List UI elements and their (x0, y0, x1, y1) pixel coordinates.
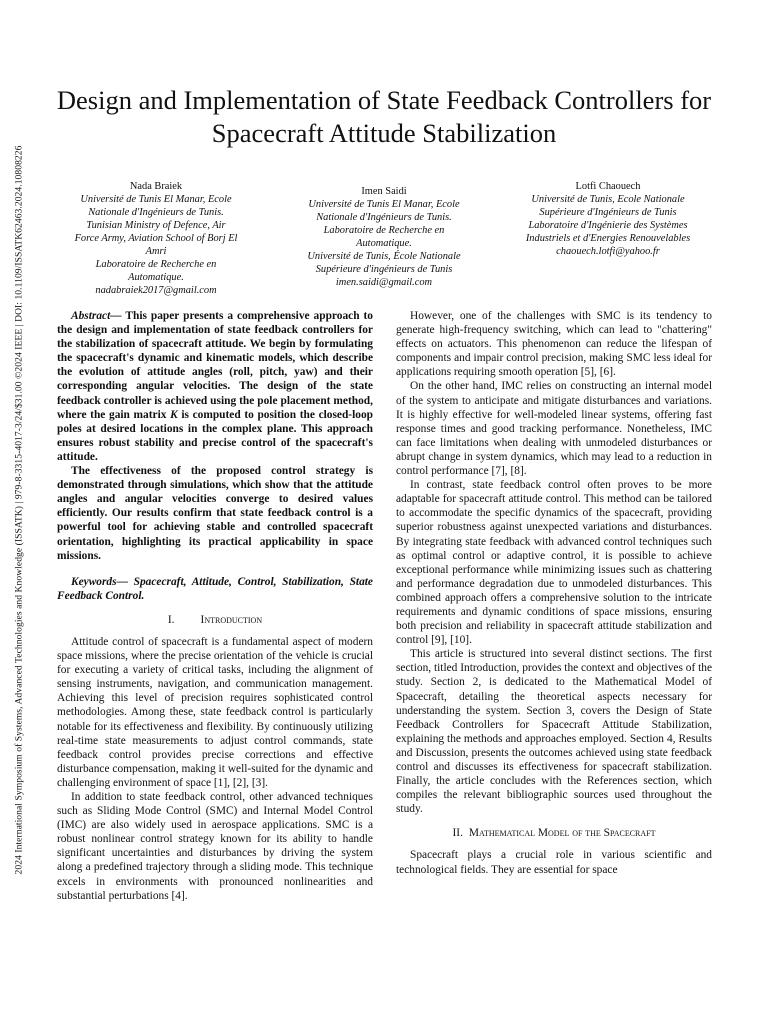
author-1 (52, 180, 260, 297)
author-name: Imen Saidi (361, 186, 407, 197)
abstract (57, 309, 373, 563)
section-heading-mathematical-model (396, 826, 712, 840)
abstract-text: This paper presents a comprehensive approach to the design and implementation of state feedback controllers for the stabilization of spacecraft attitude. We begin by formulating the spacecraft's dynamic and kinematic models, which describe the evolution of attitude angles (roll, pitch, yaw) and their corresponding angular velocities. The design of the state feedback controller is achieved using the pole placement method, where the gain matrix (57, 310, 373, 421)
ieee-copyright-sidebar (10, 140, 28, 880)
abstract-label: Abstract— (71, 310, 122, 322)
author-3 (504, 180, 712, 258)
body-paragraph: Spacecraft plays a crucial role in various scientific and technological fields. They are essential for space (396, 849, 712, 876)
ieee-copyright-text: 2024 International Symposium of Systems, Advanced Technologies and Knowledge (ISSATK) | 979-8-3315-4017-3/24/$31.00 ©2024 IEEE | DOI: 10.1109/ISSATK62463.2024.10808226 (13, 145, 25, 875)
author-name: Nada Braiek (129, 181, 183, 192)
body-paragraph: However, one of the challenges with SMC is its tendency to generate high-frequency switching, which can lead to "chattering" effects on actuators. This phenomenon can reduce the lifespan of components and impair control precision, making SMC less ideal for applications requiring smooth operation [5], [6]. (396, 310, 712, 379)
abstract-text: is computed to position the closed-loop poles at desired locations in the complex plane. This approach ensures robust stability and precise control of the spacecraft's attitude. (57, 408, 373, 463)
paper-title: Design and Implementation of State Feedback Controllers for Spacecraft Attitude Stabilization (56, 85, 712, 148)
section-title: Mathematical Model of the Spacecraft (468, 827, 656, 840)
section-number: I. (167, 613, 175, 626)
author-affiliation: Université de Tunis El Manar, Ecole Nationale d'Ingénieurs de Tunis. Laboratoire de Recherche en Automatique. Université de Tunis, École Nationale Supérieure d'ingénieurs de Tunis (307, 199, 461, 275)
keywords: Keywords— Spacecraft, Attitude, Control, Stabilization, State Feedback Control. (57, 575, 373, 602)
abstract-paragraph: The effectiveness of the proposed control strategy is demonstrated through simulations, which show that the attitude angles and angular velocities converge to desired values efficiently. Our results confirm that state feedback control is a powerful tool for achieving stable and controlled spacecraft orientation, highlighting its practical applicability in space missions. (57, 465, 373, 562)
body-paragraph: This article is structured into several distinct sections. The first section, titled Introduction, provides the context and objectives of the study. Section 2, is dedicated to the Mathematical Model of Spacecraft, detailing the theoretical aspects necessary for understanding the system. Section 3, covers the Design of State Feedback Controllers for Spacecraft Attitude Stabilization, explaining the methods and approaches employed. Section 4, Results and Discussion, presents the outcomes achieved using state feedback control and discusses its effectiveness for spacecraft stabilization. Finally, the article concludes with the References section, which compiles the relevant bibliographic sources used throughout the study. (396, 648, 713, 816)
author-name: Lotfi Chaouech (575, 181, 641, 192)
author-email: nadabraiek2017@gmail.com (95, 285, 217, 296)
body-paragraph: Attitude control of spacecraft is a fundamental aspect of modern space missions, where the precise orientation of the vehicle is crucial for executing a variety of critical tasks, including the alignment of sensing instruments, navigation, and communication management. Achieving this level of precision requires sophisticated control methodologies. Among these, state feedback control is particularly notable for its effectiveness and flexibility. By continuously utilizing real-time state measurements to adjust control commands, state feedback control provides precise corrections and effective disturbance compensation, making it well-suited for the dynamic and challenging environment of space [1], [2], [3]. (57, 635, 373, 789)
left-column (57, 309, 373, 903)
right-column (396, 309, 712, 877)
author-email: chaouech.lotfi@yahoo.fr (556, 246, 660, 257)
gain-matrix-symbol: K (170, 408, 178, 421)
author-email: imen.saidi@gmail.com (335, 277, 433, 288)
body-paragraph: On the other hand, IMC relies on constructing an internal model of the system to anticipate and mitigate disturbances and variations. It is highly effective for well-modeled linear systems, offering fast response times and good tracking performance. Nonetheless, IMC can face limitations when dealing with unmodeled disturbances or abrupt change in system dynamics, which may lead to a reduction in control performance [7], [8]. (396, 380, 712, 478)
author-2 (280, 185, 488, 289)
author-affiliation: Université de Tunis El Manar, Ecole Nationale d'Ingénieurs de Tunis. Tunisian Ministry of Defence, Air Force Army, Aviation School of Borj El Amri Laboratoire de Recherche en Automatique. (74, 194, 238, 283)
abstract-paragraph (57, 309, 373, 464)
body-paragraph: In addition to state feedback control, other advanced techniques such as Sliding Mode Control (SMC) and Internal Model Control (IMC) are also widely used in aerospace applications. SMC is a robust nonlinear control strategy known for its ability to handle significant uncertainties and disturbances by driving the system along a predefined trajectory through a sliding mode. This technique excels in environments with pronounced nonlinearities and substantial perturbations [4]. (57, 791, 373, 902)
section-title: Introduction (200, 613, 263, 626)
section-heading-introduction (57, 613, 373, 627)
section-number: II. (452, 827, 463, 840)
body-paragraph: In contrast, state feedback control often proves to be more adaptable for spacecraft attitude control. This method can be tailored to accommodate the specific dynamics of the spacecraft, providing superior robustness against unexpected variations and disturbances. By integrating state feedback with advanced control techniques such as optimal control or adaptive control, it is possible to achieve exceptional performance while minimizing issues such as chattering and performance degradation due to unmodeled disturbances. This combined approach offers a comprehensive solution to the intricate requirements and dynamic conditions of space missions, ensuring both precision and reliability in spacecraft attitude stabilization and control [9], [10]. (396, 479, 712, 647)
author-affiliation: Université de Tunis, Ecole Nationale Supérieure d'Ingénieurs de Tunis Laboratoire d'Ingénierie des Systèmes Industriels et d'Energies Renouvelables (525, 194, 691, 244)
